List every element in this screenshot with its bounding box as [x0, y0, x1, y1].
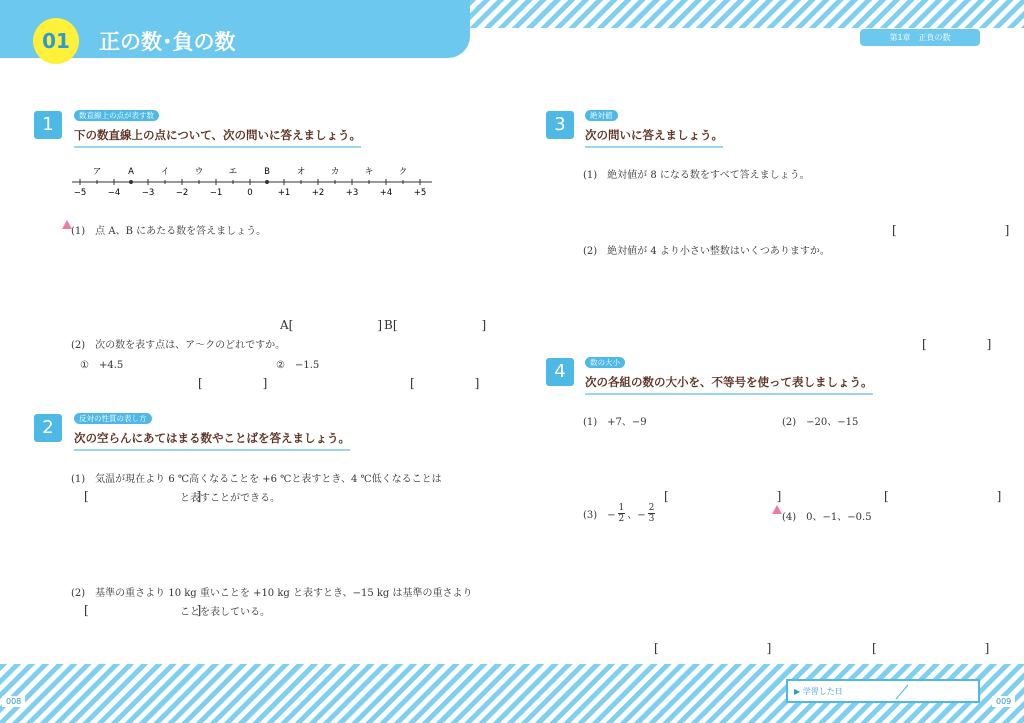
number-line-point-label: カ — [330, 167, 340, 177]
number-line-point-label: ク — [398, 167, 408, 177]
number-line — [60, 160, 450, 205]
section-1-q2-item2: ② −1.5 — [276, 360, 320, 371]
number-line-tick-label: 0 — [247, 188, 253, 198]
chapter-label: 第1章 正負の数 — [860, 29, 980, 46]
number-line-tick-label: −1 — [209, 188, 223, 198]
number-line-point-label: イ — [160, 167, 170, 177]
section-4-ans3-blank[interactable]: [ ] — [654, 641, 772, 655]
section-2-tag: 反対の性質の表し方 — [74, 413, 152, 424]
q3-fraction-1-numerator: 1 — [618, 503, 625, 513]
section-3-number: 3 — [546, 111, 574, 139]
section-4-ans4-blank[interactable]: [ ] — [872, 641, 990, 655]
number-line-tick-label: −2 — [175, 188, 189, 198]
number-line-point-dot — [265, 180, 269, 184]
number-line-tick-label: −3 — [141, 188, 155, 198]
number-line-point-label: A — [128, 167, 134, 177]
section-4-tag: 数の大小 — [585, 357, 625, 368]
section-2-number: 2 — [34, 414, 62, 442]
date-slash-icon — [894, 683, 910, 701]
number-line-point-label: ア — [92, 167, 102, 177]
section-3-q1: (1) 絶対値が 8 になる数をすべて答えましょう。 — [583, 170, 810, 181]
section-2-q1-line2: と表すことができる。 — [180, 493, 280, 504]
section-3-ans2-blank[interactable]: [ ] — [922, 337, 992, 351]
section-2-q2-line1: (2) 基準の重さより 10 kg 重いことを +10 kg と表すとき、−15 kg は基準の重さより — [71, 588, 473, 599]
q3-prefix: (3) − — [583, 510, 616, 521]
number-line-point-label: オ — [296, 167, 306, 177]
lesson-title: 正の数･負の数 — [99, 30, 236, 54]
q3-separator: 、− — [627, 510, 646, 521]
number-line-tick-label: +3 — [345, 188, 359, 198]
section-4-number: 4 — [546, 358, 574, 386]
number-line-tick-label: +1 — [277, 188, 291, 198]
section-4-ans1-blank[interactable]: [ ] — [664, 489, 782, 503]
lesson-number-badge: 01 — [33, 18, 79, 64]
section-1-title: 下の数直線上の点について、次の問いに答えましょう。 — [74, 127, 361, 148]
section-1-q2-item1: ① +4.5 — [80, 360, 124, 371]
study-date-label: ▶ 学習した日 — [794, 687, 843, 696]
section-4-q4: (4) 0、−1、−0.5 — [782, 512, 872, 523]
page-number-left: 008 — [2, 696, 25, 707]
q3-fraction-2 — [648, 503, 656, 524]
section-4-q1: (1) +7、−9 — [583, 417, 647, 428]
section-1-number: 1 — [34, 111, 62, 139]
header-stripe — [455, 0, 1024, 28]
section-2-q1-blank[interactable]: [ ] — [84, 489, 202, 503]
section-1-tag: 数直線上の点が表す数 — [74, 110, 159, 121]
number-line-tick-label: +5 — [413, 188, 427, 198]
page-number-right: 009 — [992, 696, 1015, 707]
section-1-q2: (2) 次の数を表す点は、ア〜クのどれですか。 — [71, 340, 286, 351]
number-line-point-label: B — [264, 167, 270, 177]
section-3-title: 次の問いに答えましょう。 — [585, 127, 723, 148]
number-line-tick-label: −4 — [107, 188, 121, 198]
section-3-q2: (2) 絶対値が 4 より小さい整数はいくつありますか。 — [583, 246, 830, 257]
q3-fraction-2-numerator: 2 — [648, 503, 655, 513]
section-1-q1: (1) 点 A、B にあたる数を答えましょう。 — [71, 226, 267, 237]
q3-fraction-1 — [618, 503, 626, 524]
number-line-point-label: エ — [228, 167, 238, 177]
section-2-title: 次の空らんにあてはまる数やことばを答えましょう。 — [74, 430, 350, 451]
section-4-title: 次の各組の数の大小を、不等号を使って表しましょう。 — [585, 374, 873, 395]
number-line-point-dot — [129, 180, 133, 184]
q3-fraction-2-denominator: 3 — [648, 514, 655, 524]
section-3-tag: 絶対値 — [585, 110, 618, 121]
caution-icon — [772, 505, 782, 514]
section-2-q2-blank[interactable]: [ ] — [84, 603, 202, 617]
section-4-q2: (2) −20、−15 — [782, 417, 859, 428]
answer-q2-1-blank[interactable]: [ ] — [198, 376, 268, 390]
number-line-tick-label: +4 — [379, 188, 393, 198]
section-2-q2-line2: ことを表している。 — [180, 607, 270, 618]
section-4-ans2-blank[interactable]: [ ] — [884, 489, 1002, 503]
number-line-point-label: ウ — [194, 167, 204, 177]
number-line-tick-label: −5 — [73, 188, 87, 198]
study-date-box[interactable] — [786, 679, 980, 703]
section-3-ans1-blank[interactable]: [ ] — [892, 223, 1010, 237]
number-line-point-label: キ — [364, 167, 374, 177]
number-line-tick-label: +2 — [311, 188, 325, 198]
section-2-q1-line1: (1) 気温が現在より 6 ℃高くなることを +6 ℃と表すとき、4 ℃低くなることは — [71, 474, 442, 485]
answer-q2-2-blank[interactable]: [ ] — [410, 376, 480, 390]
section-4-q3 — [583, 503, 657, 524]
answer-b-blank[interactable]: B[ ] — [384, 318, 487, 332]
answer-a-blank[interactable]: A[ ] — [280, 318, 383, 332]
q3-fraction-1-denominator: 2 — [618, 514, 625, 524]
